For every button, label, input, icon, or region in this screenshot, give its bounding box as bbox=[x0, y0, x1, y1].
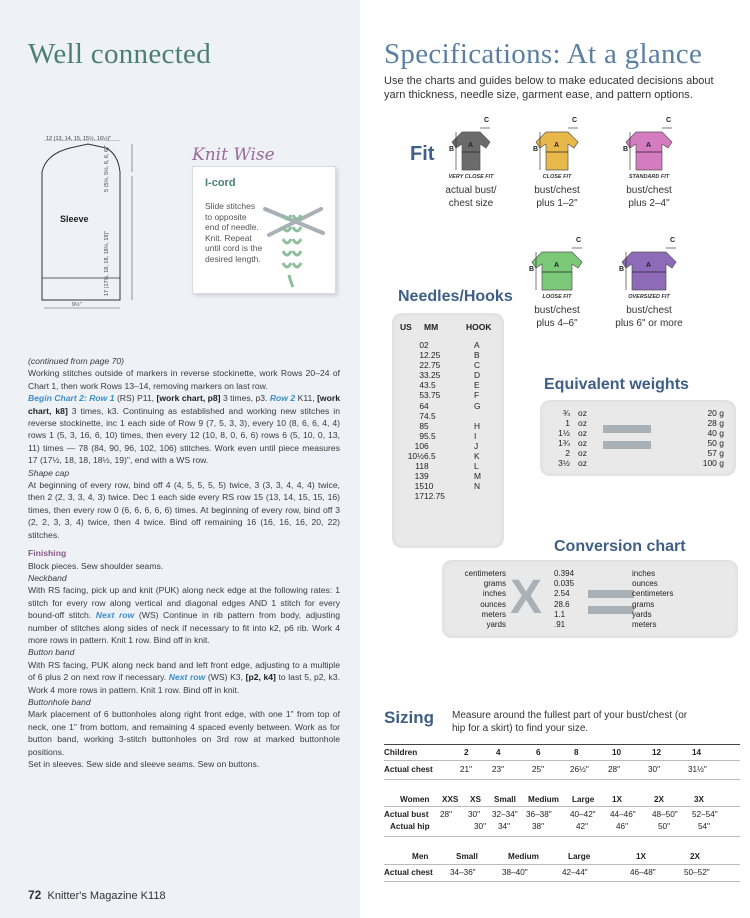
weight-oz-value: 1½ bbox=[558, 428, 570, 438]
knitwise-heading: I-cord bbox=[205, 177, 236, 189]
needle-hook: F bbox=[474, 390, 480, 401]
buttonband-heading: Button band bbox=[28, 647, 75, 658]
fit-desc-line2: plus 4–6" bbox=[536, 318, 578, 329]
magazine-name: Knitter's Magazine K118 bbox=[47, 890, 166, 902]
needle-us: 3 bbox=[419, 370, 424, 381]
fit-letter-a: A bbox=[468, 142, 474, 149]
needle-hook: A bbox=[474, 340, 480, 350]
fit-desc-line2: chest size bbox=[448, 198, 494, 209]
women-bust-value: 28" bbox=[440, 810, 453, 819]
women-bust-value: 48–50" bbox=[652, 810, 678, 819]
conv-from: ounces bbox=[480, 599, 506, 609]
weight-oz-unit: oz bbox=[578, 408, 587, 418]
needle-us: 15 bbox=[414, 481, 424, 492]
fit-letter-b: B bbox=[533, 146, 539, 153]
weight-grams: 57 g bbox=[707, 448, 724, 458]
men-chest-value: 46–48" bbox=[630, 868, 656, 877]
men-size: 2X bbox=[690, 852, 701, 861]
women-bust-value: 36–38" bbox=[526, 810, 552, 819]
specs-title: Specifications: At a glance bbox=[384, 38, 703, 70]
conv-factor: 2.54 bbox=[554, 589, 570, 599]
women-hip-value: 30" bbox=[474, 822, 487, 831]
fit-letter-a: A bbox=[646, 262, 652, 269]
conv-to: ounces bbox=[632, 579, 658, 589]
weight-oz-value: ¾ bbox=[562, 408, 570, 418]
needle-row bbox=[400, 350, 500, 360]
col-hook: HOOK bbox=[466, 322, 492, 332]
conv-to: meters bbox=[632, 620, 657, 629]
paragraph-4: Block pieces. Sew shoulder seams. bbox=[28, 560, 164, 571]
conv-factor: .91 bbox=[554, 620, 566, 629]
needle-row bbox=[400, 340, 500, 350]
children-size: 12 bbox=[652, 748, 662, 757]
right-page bbox=[360, 0, 750, 918]
fit-desc-line1: bust/chest bbox=[534, 185, 580, 196]
needle-hook: N bbox=[474, 481, 481, 492]
women-hip-value: 54" bbox=[698, 822, 711, 831]
fit-desc-line1: bust/chest bbox=[626, 305, 672, 316]
needle-row bbox=[400, 411, 500, 421]
fit-letter-c: C bbox=[670, 237, 676, 244]
needle-mm: 3.5 bbox=[424, 380, 436, 391]
women-size: 1X bbox=[612, 795, 623, 804]
fit-heading: Fit bbox=[410, 143, 435, 165]
sizing-intro: Measure around the fullest part of your bust/chest (or hip for a skirt) to find your size. bbox=[452, 710, 688, 734]
weight-oz-unit: oz bbox=[578, 418, 587, 428]
fit-letter-c: C bbox=[572, 117, 578, 124]
side-dimension: 17 (17½, 18, 18, 18½, 19)" bbox=[104, 230, 110, 296]
multiply-sign: X bbox=[510, 571, 543, 624]
rule-children-mid bbox=[384, 760, 740, 761]
fit-garment-icon bbox=[616, 246, 682, 298]
paragraph-8: Set in sleeves. Sew side and sleeve seams. Sew on buttons. bbox=[28, 759, 260, 769]
needle-hook: B bbox=[474, 350, 480, 361]
men-size: Large bbox=[568, 852, 591, 861]
needle-us: 17 bbox=[414, 491, 424, 502]
specs-intro: Use the charts and guides below to make educated decisions about yarn thickness, needle size, garment ease, and pattern options. bbox=[384, 75, 714, 101]
children-size: 14 bbox=[692, 748, 702, 757]
women-size: XS bbox=[470, 795, 481, 804]
fit-letter-a: A bbox=[554, 142, 560, 149]
fit-tag: VERY CLOSE FIT bbox=[448, 174, 494, 180]
needle-row bbox=[400, 390, 500, 400]
conv-equals-lower bbox=[588, 606, 634, 614]
weight-grams: 20 g bbox=[707, 408, 724, 418]
needle-us: 13 bbox=[414, 471, 424, 482]
needle-hook: J bbox=[474, 440, 479, 451]
needle-hook: D bbox=[474, 370, 481, 381]
needle-us: 10½ bbox=[407, 451, 424, 462]
finishing-heading: Finishing bbox=[28, 548, 67, 559]
conv-factor: 1.1 bbox=[554, 609, 566, 619]
pattern-instructions bbox=[28, 355, 340, 770]
needle-mm: 3.25 bbox=[424, 370, 441, 381]
children-size: 10 bbox=[612, 748, 622, 757]
fit-letter-a: A bbox=[554, 262, 560, 269]
buttonholeband-heading: Buttonhole band bbox=[28, 696, 91, 707]
needle-us: 1 bbox=[419, 350, 424, 361]
needle-hook: H bbox=[474, 420, 481, 431]
needles-table bbox=[400, 322, 500, 502]
needle-hook: E bbox=[474, 380, 480, 391]
fit-letter-c: C bbox=[484, 117, 490, 124]
weight-oz-unit: oz bbox=[578, 428, 587, 438]
paragraph-3: At beginning of every row, bind off 4 (4, 5, 5, 5, 5) twice, 3 (3, 3, 4, 4, 4) twice, then 2 (2, 3, 3, 4, 3) twice. Dec 1 each side every RS row 15 (13, 14, 15, 15, 16) times, then every row 0 (6, 6, 6, 6, 6) times. At beginning of every row, bind off 3 (2, 2, 3, 3, 4) twice, then 4 twice. Bind off remaining 16 (16, 16, 16, 20, 22) stitches. bbox=[28, 480, 340, 540]
fit-desc-line1: bust/chest bbox=[534, 305, 580, 316]
fit-letter-b: B bbox=[449, 146, 455, 153]
children-chest-value: 30" bbox=[648, 765, 661, 774]
women-label: Women bbox=[400, 795, 430, 804]
women-hip-value: 46" bbox=[616, 822, 629, 831]
children-size: 6 bbox=[536, 748, 541, 757]
conversion-heading: Conversion chart bbox=[554, 538, 686, 555]
conv-from: meters bbox=[481, 609, 506, 619]
women-hip-label: Actual hip bbox=[390, 822, 430, 831]
equals-sign-lower bbox=[603, 441, 651, 449]
weight-oz-value: 3½ bbox=[558, 458, 570, 468]
needle-us: 7 bbox=[419, 410, 424, 421]
col-us: US bbox=[400, 322, 412, 332]
needle-mm: 3.75 bbox=[424, 390, 441, 401]
needle-us: 0 bbox=[419, 340, 424, 350]
needle-row bbox=[400, 380, 500, 390]
weights-heading: Equivalent weights bbox=[544, 376, 689, 393]
conv-to: yards bbox=[632, 609, 652, 619]
knitwise-title: Knit Wise bbox=[192, 145, 275, 165]
women-bust-label: Actual bust bbox=[384, 810, 429, 819]
knitwise-text: Slide stitches to opposite end of needle. Knit. Repeat until cord is the desired length. bbox=[205, 201, 263, 264]
women-hip-value: 42" bbox=[576, 822, 589, 831]
needle-row bbox=[400, 491, 500, 501]
women-hip-value: 34" bbox=[498, 822, 511, 831]
women-size: XXS bbox=[442, 795, 459, 804]
women-bust-value: 30" bbox=[468, 810, 481, 819]
paragraph-5: With RS facing, pick up and knit (PUK) along neck edge at the following rates: 1 stitch for every row along vertical and diagonal edges AND 1 stitch for every bound-off stitch. Next row (WS) Continue in rib pattern from body, adjusting number of stitches along sides of neck if necessary to fit into k2, p6 rib. Work 4 more rows in pattern. Knit 1 row. Bind off in knit. bbox=[28, 585, 340, 645]
men-chest-value: 42–44" bbox=[562, 868, 588, 877]
rule-men-bot bbox=[384, 881, 740, 882]
fit-letter-b: B bbox=[623, 146, 629, 153]
needle-us: 10 bbox=[414, 440, 424, 451]
fit-desc-line1: actual bust/ bbox=[445, 185, 497, 196]
neckband-heading: Neckband bbox=[28, 572, 67, 583]
needle-row bbox=[400, 461, 500, 471]
needle-mm: 9 bbox=[424, 471, 429, 482]
fit-desc-line2: plus 6" or more bbox=[615, 318, 683, 329]
men-chest-value: 34–36" bbox=[450, 868, 476, 877]
weight-oz-unit: oz bbox=[578, 438, 587, 448]
children-chest-value: 31½" bbox=[688, 765, 707, 774]
women-hip-value: 38" bbox=[532, 822, 545, 831]
needle-hook: L bbox=[474, 461, 479, 472]
women-bust-value: 32–34" bbox=[492, 810, 518, 819]
needle-mm: 2.25 bbox=[424, 350, 441, 361]
needle-mm: 2 bbox=[424, 340, 429, 350]
conv-factor: 0.394 bbox=[554, 569, 575, 578]
rule-women-mid bbox=[384, 806, 740, 807]
conv-equals-upper bbox=[588, 590, 634, 598]
conv-to: centimeters bbox=[632, 589, 674, 599]
needle-row bbox=[400, 441, 500, 451]
needles-heading: Needles/Hooks bbox=[398, 288, 513, 305]
needle-row bbox=[400, 471, 500, 481]
fit-desc-line2: plus 1–2" bbox=[536, 198, 578, 209]
needle-row bbox=[400, 451, 500, 461]
paragraph-6: With RS facing, PUK along neck band and left front edge, adjusting to a multiple of 6 plus 2 on next row if necessary. Next row (WS) K3, [p2, k4] to last 5, p2, k3. Work 4 more rows in pattern. Knit 1 row. Bind off in knit. bbox=[28, 659, 341, 695]
fit-tag: STANDARD FIT bbox=[628, 174, 670, 180]
children-label: Children bbox=[384, 748, 418, 757]
top-dimension: 12 (13, 14, 15, 15½, 16½)" bbox=[46, 136, 112, 142]
needle-rows bbox=[400, 340, 500, 502]
fit-garment-icon bbox=[438, 126, 504, 178]
needle-row bbox=[400, 481, 500, 491]
fit-letter-c: C bbox=[576, 237, 582, 244]
needle-mm: 4 bbox=[424, 400, 429, 411]
shape-cap-heading: Shape cap bbox=[28, 467, 70, 478]
rule-men-mid bbox=[384, 864, 740, 865]
needle-us: 11 bbox=[415, 461, 424, 472]
women-size: Medium bbox=[528, 795, 559, 804]
men-chest-value: 50–52" bbox=[684, 868, 710, 877]
weight-oz-value: 1¾ bbox=[558, 438, 570, 448]
needle-hook: K bbox=[474, 451, 480, 462]
children-size: 2 bbox=[464, 748, 469, 757]
weight-grams: 28 g bbox=[707, 418, 724, 428]
weight-grams: 40 g bbox=[707, 428, 724, 438]
needle-mm: 6.5 bbox=[424, 451, 436, 462]
icord-illustration bbox=[259, 191, 329, 289]
page-title: Well connected bbox=[28, 38, 212, 70]
men-size: Medium bbox=[508, 852, 539, 861]
needle-row bbox=[400, 370, 500, 380]
conv-from: yards bbox=[486, 620, 506, 629]
sleeve-schematic bbox=[30, 140, 150, 315]
children-chest-value: 28" bbox=[608, 765, 621, 774]
women-bust-value: 52–54" bbox=[692, 810, 718, 819]
needle-us: 2 bbox=[419, 360, 424, 371]
women-size: Large bbox=[572, 795, 595, 804]
rule-children-bot bbox=[384, 779, 740, 780]
men-size: 1X bbox=[636, 852, 647, 861]
paragraph-1: Working stitches outside of markers in reverse stockinette, work Rows 20–24 of Chart 1, then work Rows 13–14, removing markers on last row. bbox=[28, 368, 340, 391]
left-page bbox=[0, 0, 360, 918]
women-size: 2X bbox=[654, 795, 665, 804]
fit-letter-b: B bbox=[619, 266, 625, 273]
needle-mm: 12.75 bbox=[424, 491, 445, 502]
needle-us: 4 bbox=[419, 380, 424, 391]
children-chest-value: 26½" bbox=[570, 765, 589, 774]
sleeve-label: Sleeve bbox=[60, 214, 89, 224]
conv-from: grams bbox=[483, 579, 506, 589]
children-size: 4 bbox=[496, 748, 501, 757]
needle-us: 9 bbox=[419, 430, 424, 441]
fit-tag: OVERSIZED FIT bbox=[628, 294, 670, 300]
fit-letter-a: A bbox=[646, 142, 652, 149]
children-size: 8 bbox=[574, 748, 579, 757]
conv-from: centimeters bbox=[464, 569, 506, 578]
weight-oz-unit: oz bbox=[578, 458, 587, 468]
weight-grams: 100 g bbox=[702, 458, 724, 468]
women-size: Small bbox=[494, 795, 516, 804]
page-footer bbox=[28, 888, 166, 902]
conv-from: inches bbox=[482, 589, 506, 599]
needle-mm: 4.5 bbox=[424, 410, 436, 421]
fit-tag: CLOSE FIT bbox=[542, 174, 572, 180]
continued-note: (continued from page 70) bbox=[28, 356, 125, 366]
cap-dimension: 5 (5½, 5½, 6, 6, 6)" bbox=[104, 145, 110, 192]
fit-letter-c: C bbox=[666, 117, 672, 124]
fit-tag: LOOSE FIT bbox=[542, 294, 572, 300]
needle-row bbox=[400, 401, 500, 411]
paragraph-7: Mark placement of 6 buttonholes along right front edge, with one 1" from top of neck, one 1" from bottom, and remaining 4 spaced evenly between. Work as for button band, working 3-stitch buttonholes on 3rd row at marked buttonhole positions. bbox=[28, 709, 340, 757]
weight-oz-value: 2 bbox=[565, 448, 570, 458]
needle-row bbox=[400, 360, 500, 370]
rule-children-top bbox=[384, 744, 740, 745]
bottom-dimension: 9½" bbox=[72, 302, 82, 308]
weight-oz-value: 1 bbox=[565, 418, 570, 428]
needle-mm: 8 bbox=[424, 461, 429, 472]
needle-mm: 5.5 bbox=[424, 430, 436, 441]
needle-hook: I bbox=[474, 430, 477, 441]
men-chest-value: 38–40" bbox=[502, 868, 528, 877]
equals-sign bbox=[603, 425, 651, 433]
needle-hook: G bbox=[474, 400, 481, 411]
needle-mm: 6 bbox=[424, 440, 429, 451]
needle-row bbox=[400, 421, 500, 431]
needle-us: 5 bbox=[419, 390, 424, 401]
women-hip-value: 50" bbox=[658, 822, 671, 831]
women-bust-value: 40–42" bbox=[570, 810, 596, 819]
women-bust-value: 44–46" bbox=[610, 810, 636, 819]
needle-row bbox=[400, 431, 500, 441]
needle-mm: 5 bbox=[424, 420, 429, 431]
children-chest-value: 25" bbox=[532, 765, 545, 774]
needle-us: 8 bbox=[419, 420, 424, 431]
sizing-heading: Sizing bbox=[384, 708, 435, 727]
needle-hook: C bbox=[474, 360, 481, 371]
men-chest-label: Actual chest bbox=[384, 868, 433, 877]
fit-desc-line1: bust/chest bbox=[626, 185, 672, 196]
knitwise-box bbox=[192, 166, 336, 294]
women-size: 3X bbox=[694, 795, 705, 804]
needle-mm: 10 bbox=[424, 481, 434, 492]
page-number: 72 bbox=[28, 888, 42, 902]
children-chest-value: 21" bbox=[460, 765, 473, 774]
col-mm: MM bbox=[424, 322, 439, 332]
conv-to: grams bbox=[632, 599, 655, 609]
weight-oz-unit: oz bbox=[578, 448, 587, 458]
men-size: Small bbox=[456, 852, 478, 861]
needle-mm: 2.75 bbox=[424, 360, 441, 371]
rule-women-bot bbox=[384, 836, 740, 837]
conv-to: inches bbox=[632, 569, 656, 578]
men-label: Men bbox=[412, 852, 429, 861]
needle-us: 6 bbox=[419, 400, 424, 411]
fit-letter-b: B bbox=[529, 266, 535, 273]
fit-desc-line2: plus 2–4" bbox=[628, 198, 670, 209]
conv-factor: 0.035 bbox=[554, 579, 575, 589]
weight-grams: 50 g bbox=[707, 438, 724, 448]
children-chest-label: Actual chest bbox=[384, 765, 433, 774]
children-chest-value: 23" bbox=[492, 765, 505, 774]
conv-factor: 28.6 bbox=[554, 599, 570, 609]
needle-hook: M bbox=[474, 471, 481, 482]
paragraph-2: Begin Chart 2: Row 1 (RS) P11, [work chart, p8] 3 times, p3. Row 2 K11, [work chart, k8] 3 times, k3. Continuing as established and working new stitches in reverse stockinette, inc 1 each side of Row 9 (7, 5, 3, 3), every 10 (8, 6, 6, 4, 4) rows 1 (5, 3, 16, 6, 10) times, then every 12 (10, 8, 0, 6, 6) rows 6 (5, 10, 0, 13, 11) times — 78 (84, 90, 96, 102, 106) stitches. Work even until piece measures 17 (17½, 18, 18, 18½, 19)", end with a WS row. bbox=[28, 393, 340, 466]
